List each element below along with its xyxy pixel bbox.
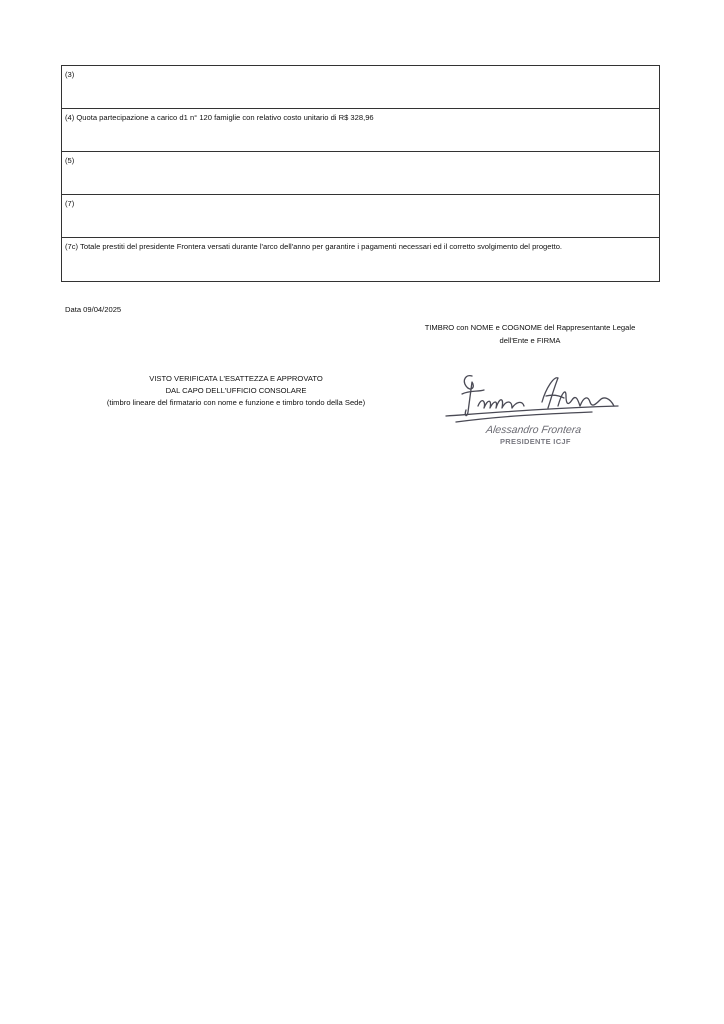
- note-row-4: [62, 109, 659, 152]
- stamp-role: PRESIDENTE ICJF: [500, 437, 571, 446]
- timbro-line-2: dell'Ente e FIRMA: [499, 336, 561, 345]
- note-text: (5): [65, 156, 75, 165]
- timbro-instructions: [395, 321, 665, 347]
- date-line: Data 09/04/2025: [65, 305, 122, 314]
- visto-line-1: VISTO VERIFICATA L'ESATTEZZA E APPROVATO: [149, 374, 323, 383]
- note-text: (7): [65, 199, 75, 208]
- notes-table: [61, 65, 660, 282]
- consular-approval-block: [56, 373, 416, 409]
- visto-line-3: (timbro lineare del firmatario con nome e funzione e timbro tondo della Sede): [106, 398, 366, 407]
- note-text: (3): [65, 70, 75, 79]
- note-text: (7c) Totale prestiti del presidente Frontera versati durante l'arco dell'anno per garantire i pagamenti necessari ed il corretto svolgimento del progetto.: [65, 242, 563, 251]
- note-row-3: [62, 66, 659, 109]
- note-row-5: [62, 152, 659, 195]
- note-text: (4) Quota partecipazione a carico d1 n° 120 famiglie con relativo costo unitario di R$ 328,96: [65, 113, 374, 122]
- visto-line-2: DAL CAPO DELL'UFFICIO CONSOLARE: [165, 386, 307, 395]
- note-row-7c: [62, 238, 659, 281]
- timbro-line-1: TIMBRO con NOME e COGNOME del Rappresentante Legale: [424, 323, 636, 332]
- note-row-7: [62, 195, 659, 238]
- stamp-name: Alessandro Frontera: [485, 424, 582, 436]
